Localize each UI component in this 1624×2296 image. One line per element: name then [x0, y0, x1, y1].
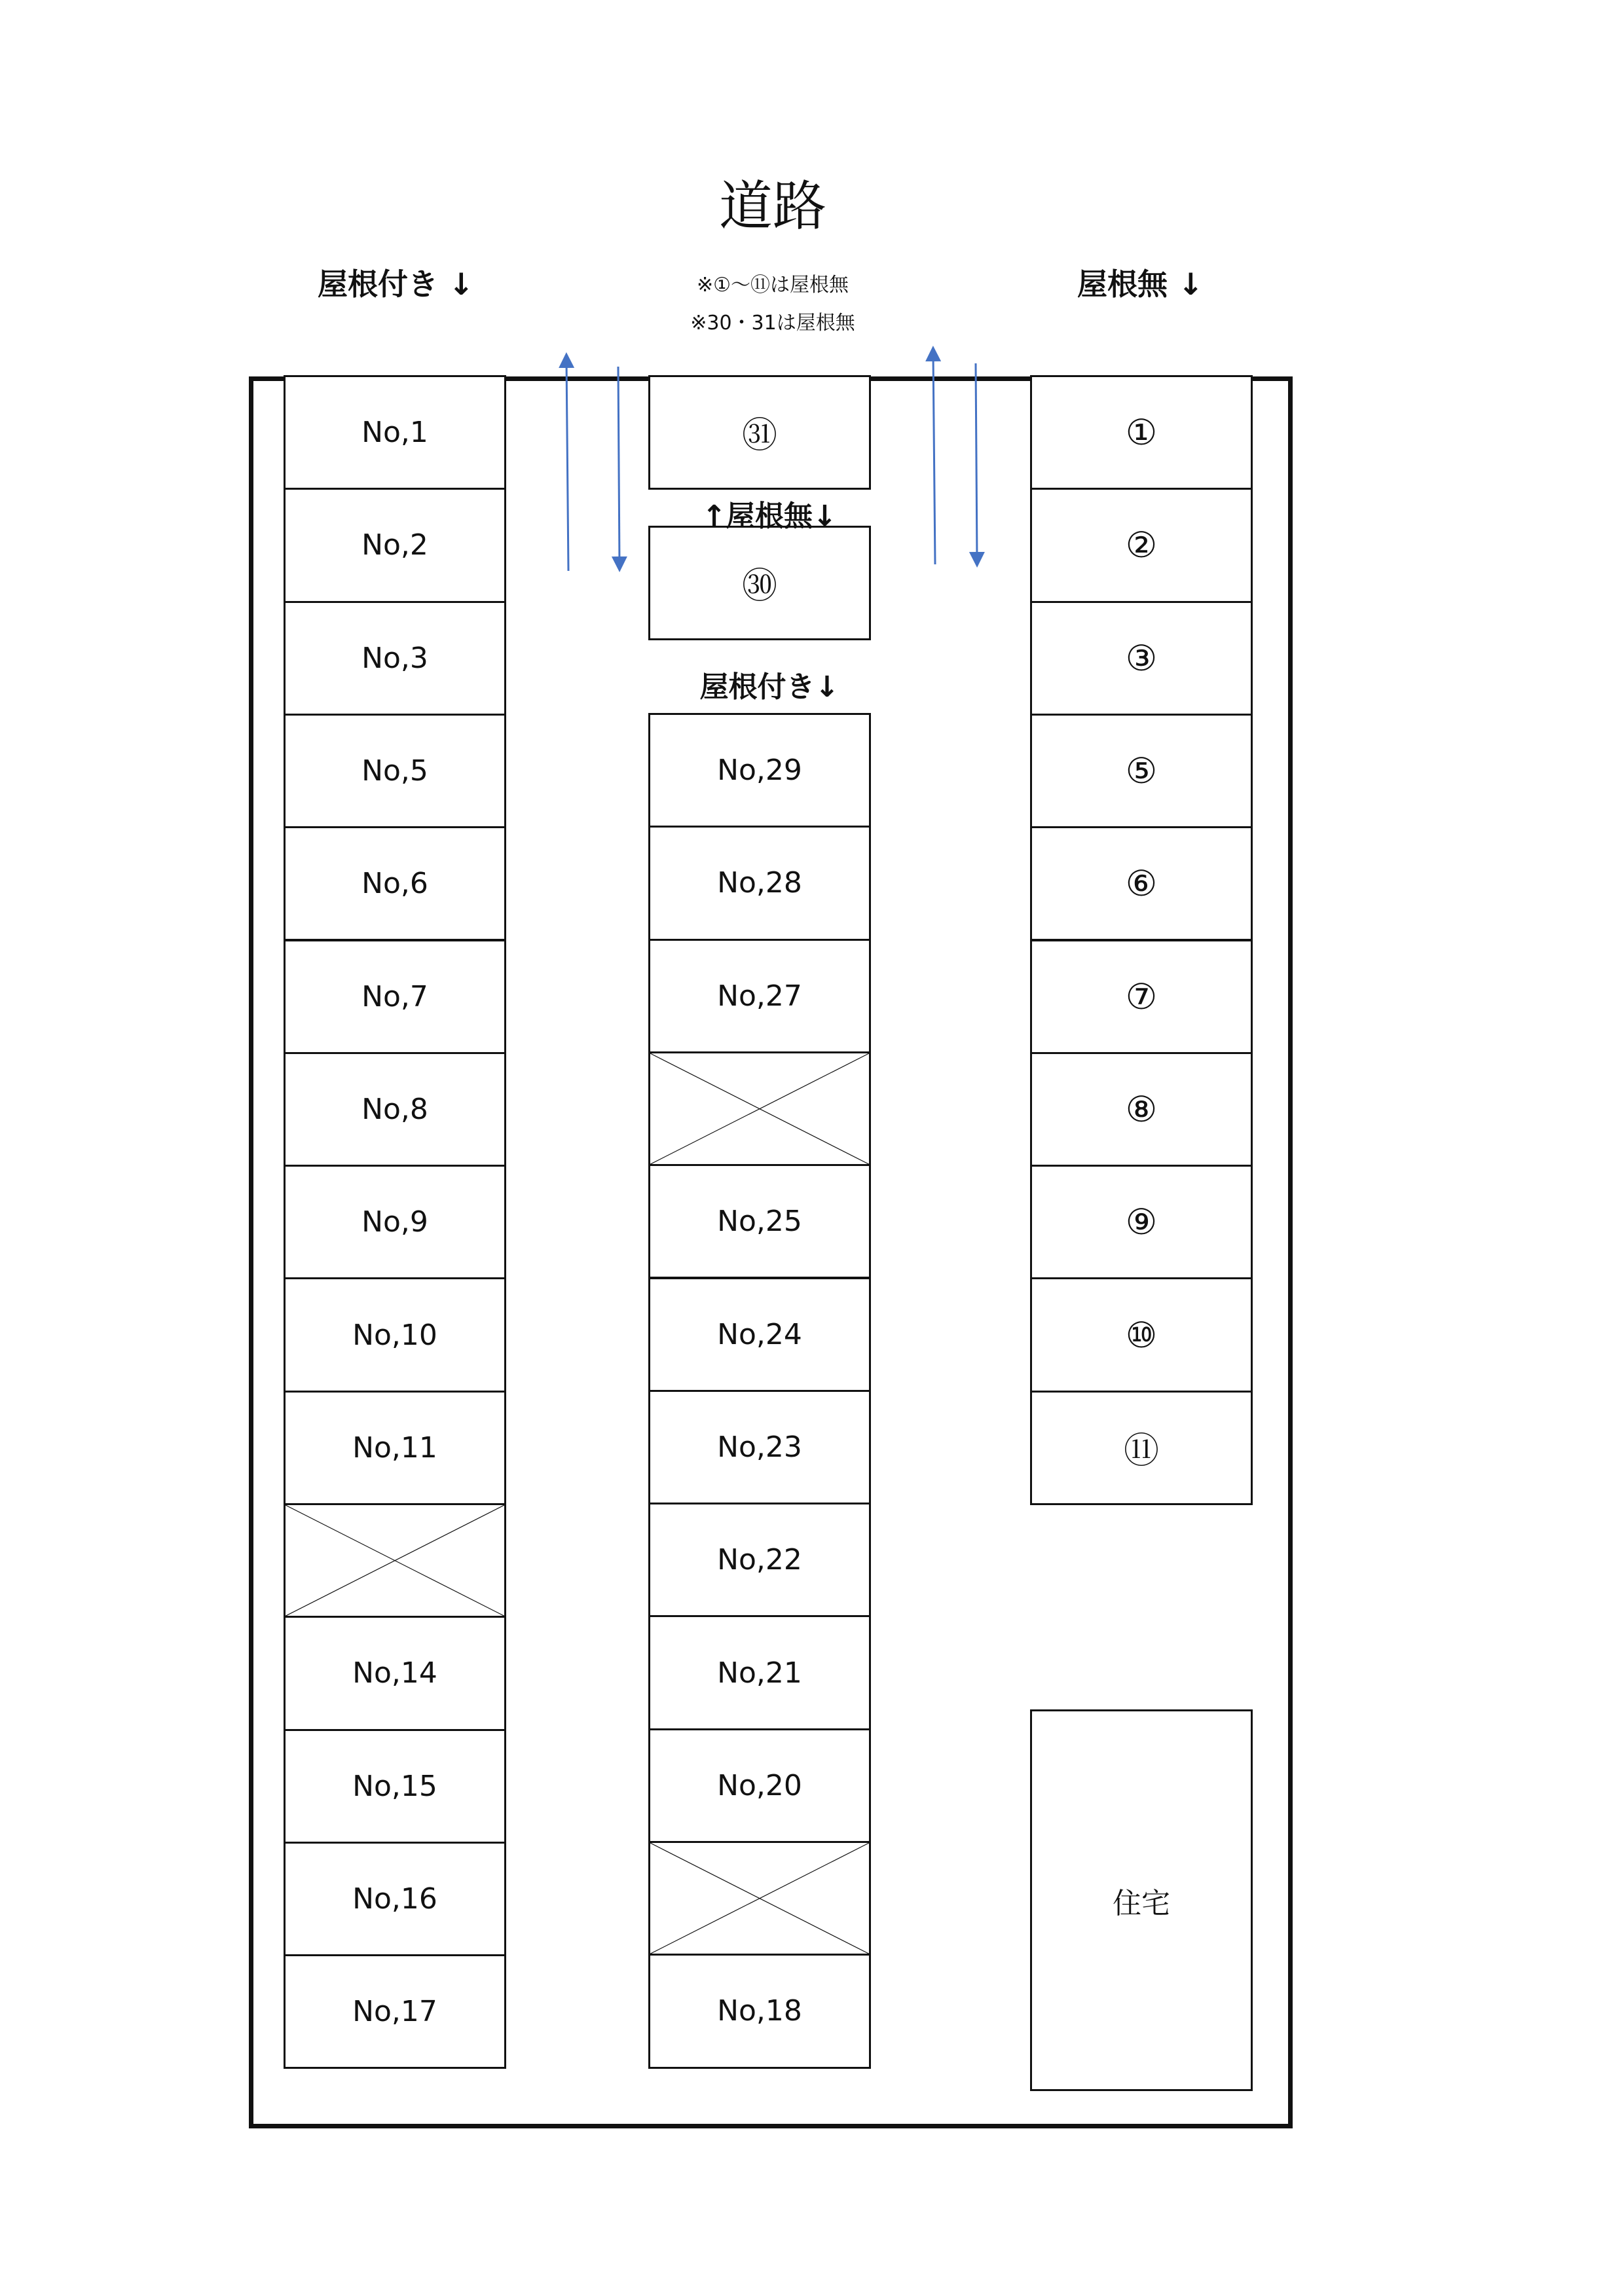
- parking-slot: [648, 1164, 871, 1279]
- slot-label: No,3: [361, 641, 428, 675]
- slot-label: No,10: [352, 1318, 437, 1352]
- slot-label: No,23: [717, 1430, 802, 1464]
- slot-label: No,20: [717, 1768, 802, 1802]
- center-label-uncovered: ↑屋根無↓: [702, 500, 837, 533]
- parking-slot: [1030, 714, 1253, 828]
- unavailable-cross-icon: [650, 1053, 869, 1164]
- parking-slot: [284, 1616, 506, 1730]
- slot-label: ②: [1125, 524, 1158, 566]
- slot-label: ⑦: [1125, 975, 1158, 1017]
- note-line-1: ※①〜⑪は屋根無: [696, 274, 849, 297]
- parking-slot: [648, 1390, 871, 1504]
- parking-slot: [648, 375, 871, 490]
- parking-slot: [1030, 1391, 1253, 1505]
- slot-label: No,16: [352, 1882, 437, 1916]
- house-label: 住宅: [1113, 1886, 1170, 1920]
- parking-slot: [284, 375, 506, 490]
- slot-label: ⑨: [1125, 1201, 1158, 1243]
- slot-label: ㉛: [742, 414, 777, 456]
- slot-label: No,29: [717, 754, 802, 788]
- parking-slot: [284, 714, 506, 828]
- slot-label: No,9: [361, 1205, 428, 1239]
- parking-slot: [284, 1277, 506, 1392]
- parking-slot: [284, 1052, 506, 1167]
- note-line-2: ※30・31は屋根無: [690, 312, 855, 335]
- parking-slot: [648, 713, 871, 828]
- left-header-covered: 屋根付き ↓: [318, 266, 474, 302]
- slot-label: ㉚: [742, 565, 777, 606]
- slot-label: ①: [1125, 412, 1158, 454]
- parking-slot: [1030, 488, 1253, 602]
- parking-slot: [648, 1954, 871, 2068]
- parking-slot: [284, 1391, 506, 1505]
- unavailable-cross-icon: [286, 1505, 504, 1616]
- parking-slot: [1030, 826, 1253, 941]
- parking-slot: [1030, 375, 1253, 490]
- slot-label: No,5: [361, 754, 428, 788]
- slot-label: No,18: [717, 1994, 802, 2028]
- road-title: 道路: [718, 175, 826, 238]
- parking-slot: [648, 939, 871, 1053]
- slot-label: No,11: [352, 1430, 437, 1465]
- unavailable-cross-icon: [650, 1843, 869, 1954]
- parking-slot: [648, 1277, 871, 1392]
- right-header-uncovered: 屋根無 ↓: [1077, 266, 1204, 302]
- slot-label: No,6: [361, 867, 428, 901]
- parking-slot: [648, 1615, 871, 1730]
- unavailable-slot: [284, 1503, 506, 1618]
- slot-label: No,27: [717, 979, 802, 1013]
- slot-label: No,28: [717, 866, 802, 900]
- parking-slot: [1030, 601, 1253, 716]
- slot-label: No,25: [717, 1205, 802, 1239]
- parking-slot: [284, 939, 506, 1054]
- parking-slot: [284, 601, 506, 716]
- parking-slot: [284, 1729, 506, 1844]
- parking-slot: [284, 1954, 506, 2069]
- slot-label: ③: [1125, 637, 1158, 679]
- slot-label: No,8: [361, 1092, 428, 1126]
- slot-label: No,1: [361, 416, 428, 450]
- parking-slot: [1030, 1052, 1253, 1167]
- slot-label: ⑥: [1125, 863, 1158, 905]
- slot-label: No,7: [361, 979, 428, 1013]
- parking-slot: [648, 526, 871, 640]
- slot-label: No,24: [717, 1317, 802, 1351]
- parking-slot: [284, 826, 506, 941]
- slot-label: No,17: [352, 1995, 437, 2029]
- parking-slot: [284, 1842, 506, 1956]
- slot-label: No,14: [352, 1656, 437, 1690]
- slot-label: No,15: [352, 1769, 437, 1803]
- unavailable-slot: [648, 1051, 871, 1166]
- unavailable-slot: [648, 1841, 871, 1956]
- slot-label: ⑩: [1125, 1314, 1158, 1356]
- slot-label: No,22: [717, 1543, 802, 1577]
- parking-slot: [1030, 1165, 1253, 1279]
- slot-label: No,21: [717, 1656, 802, 1690]
- parking-slot: [1030, 1277, 1253, 1392]
- center-label-covered: 屋根付き↓: [699, 670, 840, 704]
- slot-label: ⑪: [1124, 1429, 1159, 1471]
- slot-label: No,2: [361, 528, 428, 562]
- slot-label: ⑤: [1125, 750, 1158, 792]
- house-block: [1030, 1709, 1253, 2091]
- parking-slot: [284, 488, 506, 602]
- slot-label: ⑧: [1125, 1088, 1158, 1130]
- parking-slot: [1030, 939, 1253, 1054]
- parking-slot: [648, 826, 871, 940]
- parking-slot: [648, 1503, 871, 1617]
- parking-slot: [648, 1728, 871, 1843]
- parking-slot: [284, 1165, 506, 1279]
